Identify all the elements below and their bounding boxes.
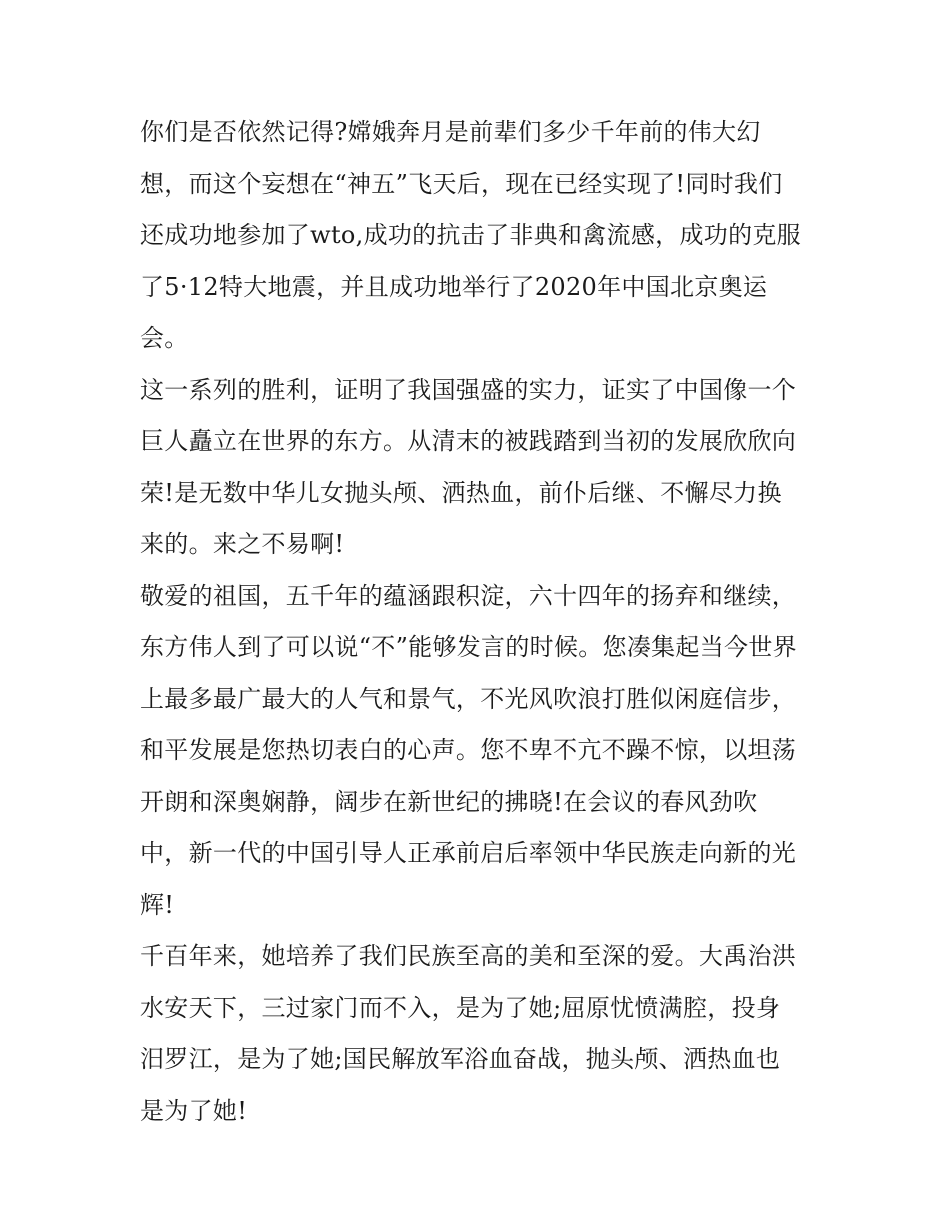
text-line-19: 汨罗江，是为了她;国民解放军浴血奋战，抛头颅、洒热血也 [140, 1045, 781, 1073]
text-line-11: 东方伟人到了可以说“不”能够发言的时候。您凑集起当今世界 [140, 633, 797, 661]
text-line-12: 上最多最广最大的人气和景气，不光风吹浪打胜似闲庭信步， [140, 684, 797, 713]
text-line-5: 会。 [140, 324, 189, 352]
text-line-14: 开朗和深奥娴静，阔步在新世纪的拂晓!在会议的春风劲吹 [140, 787, 758, 816]
text-line-6: 这一系列的胜利，证明了我国强盛的实力，证实了中国像一个 [140, 375, 797, 404]
text-line-4: 了5·12特大地震，并且成功地举行了2020年中国北京奥运 [140, 272, 768, 301]
text-line-10: 敬爱的祖国，五千年的蕴涵跟积淀，六十四年的扬弃和继续， [140, 581, 797, 610]
document-body [140, 107, 820, 1137]
text-line-1: 你们是否依然记得?嫦娥奔月是前辈们多少千年前的伟大幻 [140, 118, 761, 146]
text-line-15: 中，新一代的中国引导人正承前启后率领中华民族走向新的光 [140, 839, 797, 867]
text-line-20: 是为了她! [140, 1096, 248, 1125]
text-line-18: 水安天下，三过家门而不入，是为了她;屈原忧愤满腔，投身 [140, 993, 781, 1022]
text-line-7: 巨人矗立在世界的东方。从清末的被践踏到当初的发展欣欣向 [140, 427, 797, 455]
text-line-9: 来的。来之不易啊! [140, 530, 345, 558]
text-line-8: 荣!是无数中华儿女抛头颅、洒热血，前仆后继、不懈尽力换 [140, 478, 782, 507]
text-line-16: 辉! [140, 890, 175, 919]
text-line-13: 和平发展是您热切表白的心声。您不卑不亢不躁不惊，以坦荡 [140, 736, 797, 764]
text-line-3: 还成功地参加了wto,成功的抗击了非典和禽流感，成功的克服 [140, 221, 801, 249]
text-line-17: 千百年来，她培养了我们民族至高的美和至深的爱。大禹治洪 [140, 942, 797, 970]
text-line-2: 想，而这个妄想在“神五”飞天后，现在已经实现了!同时我们 [140, 169, 783, 198]
